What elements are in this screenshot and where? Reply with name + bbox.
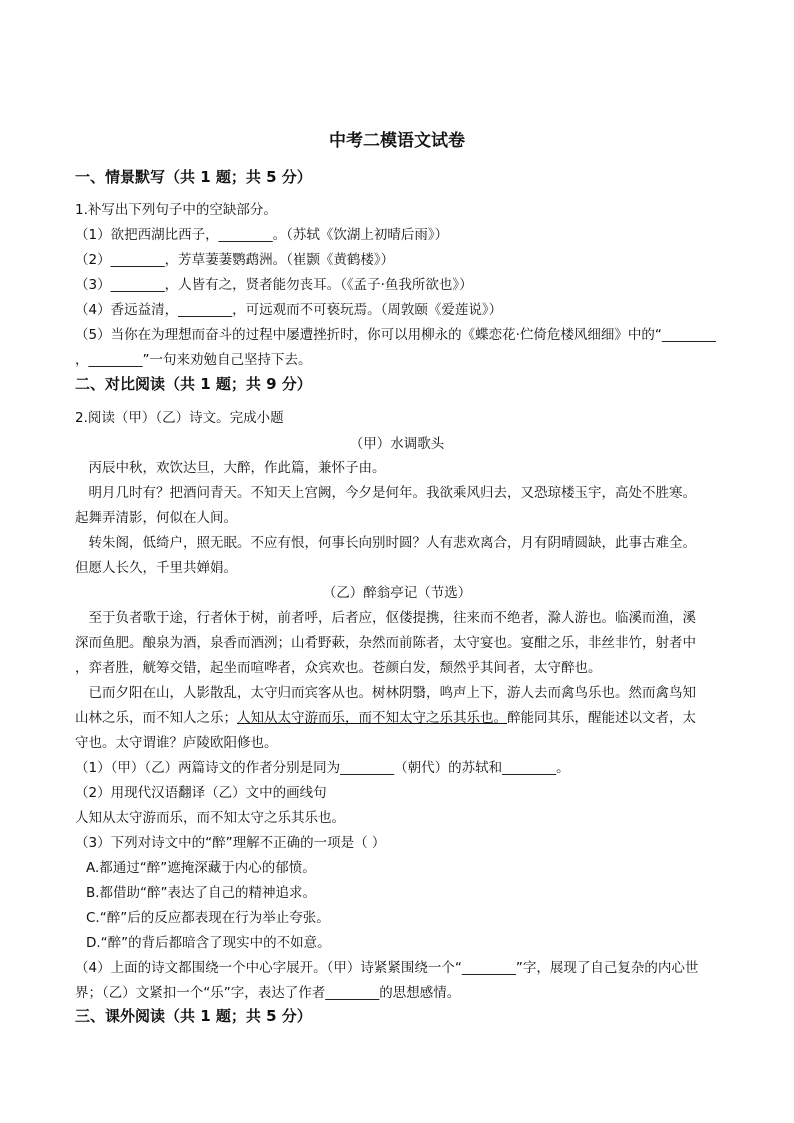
poem-a-line: 起舞弄清影，何似在人间。: [75, 510, 237, 526]
sub-question-4: （4）上面的诗文都围绕一个中心字展开。（甲）诗紧紧围绕一个“________”字，展现了自己复杂的内心世: [75, 960, 699, 976]
poem-a-line: 丙辰中秋，欢饮达旦，大醉，作此篇，兼怀子由。: [88, 460, 386, 476]
prose-b-title: （乙）醉翁亭记（节选）: [322, 585, 472, 601]
poem-a-title: （甲）水调歌头: [349, 436, 445, 452]
prose-b-text: 山林之乐，而不知人之乐；: [75, 710, 237, 726]
option-c: C.“醉”后的反应都表现在行为举止夸张。: [86, 910, 330, 926]
question-1-item: （1）欲把西湖比西子，________。（苏轼《饮湖上初晴后雨》）: [75, 227, 449, 243]
prose-b-line: ，弈者胜，觥筹交错，起坐而喧哗者，众宾欢也。苍颜白发，颓然乎其间者，太守醉也。: [75, 660, 602, 676]
option-a: A.都通过“醉”遮掩深藏于内心的郁愤。: [86, 860, 316, 876]
prose-b-line: 守也。太守谓谁？庐陵欧阳修也。: [75, 735, 278, 751]
option-b: B.都借助“醉”表达了自己的精神追求。: [86, 885, 317, 901]
underlined-sentence: 人知从太守游而乐，而不知太守之乐其乐也。: [237, 710, 507, 726]
sub-question-3: （3）下列对诗文中的“醉”理解不正确的一项是（ ）: [75, 835, 386, 851]
page-title: 中考二模语文试卷: [329, 131, 465, 151]
question-1-item: （4）香远益清，________，可远观而不可亵玩焉。（周敦颐《爱莲说》）: [75, 302, 503, 318]
section-heading-2: 二、对比阅读（共 1 题；共 9 分）: [75, 375, 312, 393]
sub-question-2-sentence: 人知从太守游而乐，而不知太守之乐其乐也。: [75, 810, 345, 826]
question-1-item: （3）________，人皆有之，贤者能勿丧耳。（《孟子·鱼我所欲也》）: [75, 277, 473, 293]
poem-a-line: 但愿人长久，千里共婵娟。: [75, 560, 237, 576]
prose-b-line: 深而鱼肥。酿泉为酒，泉香而酒洌；山肴野蔌，杂然而前陈者，太守宴也。宴酣之乐，非丝非竹，射者中: [75, 635, 696, 651]
sub-question-2: （2）用现代汉语翻译（乙）文中的画线句: [75, 785, 327, 801]
question-1-item: （5）当你在为理想而奋斗的过程中屡遭挫折时，你可以用柳永的《蝶恋花·伫倚危楼风细细》中的“________: [75, 327, 716, 343]
question-1-stem: 1.补写出下列句子中的空缺部分。: [75, 202, 277, 218]
section-heading-3: 三、课外阅读（共 1 题；共 5 分）: [75, 1007, 312, 1025]
prose-b-line: 至于负者歌于途，行者休于树，前者呼，后者应，伛偻提携，往来而不绝者，滁人游也。临溪而渔，溪: [88, 610, 696, 626]
poem-a-line: 明月几时有？把酒问青天。不知天上宫阙，今夕是何年。我欲乘风归去，又恐琼楼玉宇，高处不胜寒。: [88, 485, 696, 501]
section-heading-1: 一、情景默写（共 1 题；共 5 分）: [75, 168, 312, 186]
question-1-item: ，________”一句来劝勉自己坚持下去。: [75, 352, 312, 368]
prose-b-line: 已而夕阳在山，人影散乱，太守归而宾客从也。树林阴翳，鸣声上下，游人去而禽鸟乐也。然而禽鸟知: [88, 685, 696, 701]
prose-b-line-underlined: [75, 708, 696, 728]
option-d: D.“醉”的背后都暗含了现实中的不如意。: [86, 935, 331, 951]
question-2-stem: 2.阅读（甲）（乙）诗文。完成小题: [75, 410, 284, 426]
sub-question-4-cont: 界；（乙）文紧扣一个“乐”字，表达了作者________的思想感情。: [75, 985, 461, 1001]
prose-b-text: 醉能同其乐，醒能述以文者，太: [507, 710, 696, 726]
question-1-item: （2）________，芳草萋萋鹦鹉洲。（崔颢《黄鹤楼》）: [75, 252, 395, 268]
poem-a-line: 转朱阁，低绮户，照无眠。不应有恨，何事长向别时圆？人有悲欢离合，月有阴晴圆缺，此事古难全。: [88, 535, 696, 551]
sub-question-1: （1）（甲）（乙）两篇诗文的作者分别是同为________（朝代）的苏轼和________。: [75, 760, 570, 776]
